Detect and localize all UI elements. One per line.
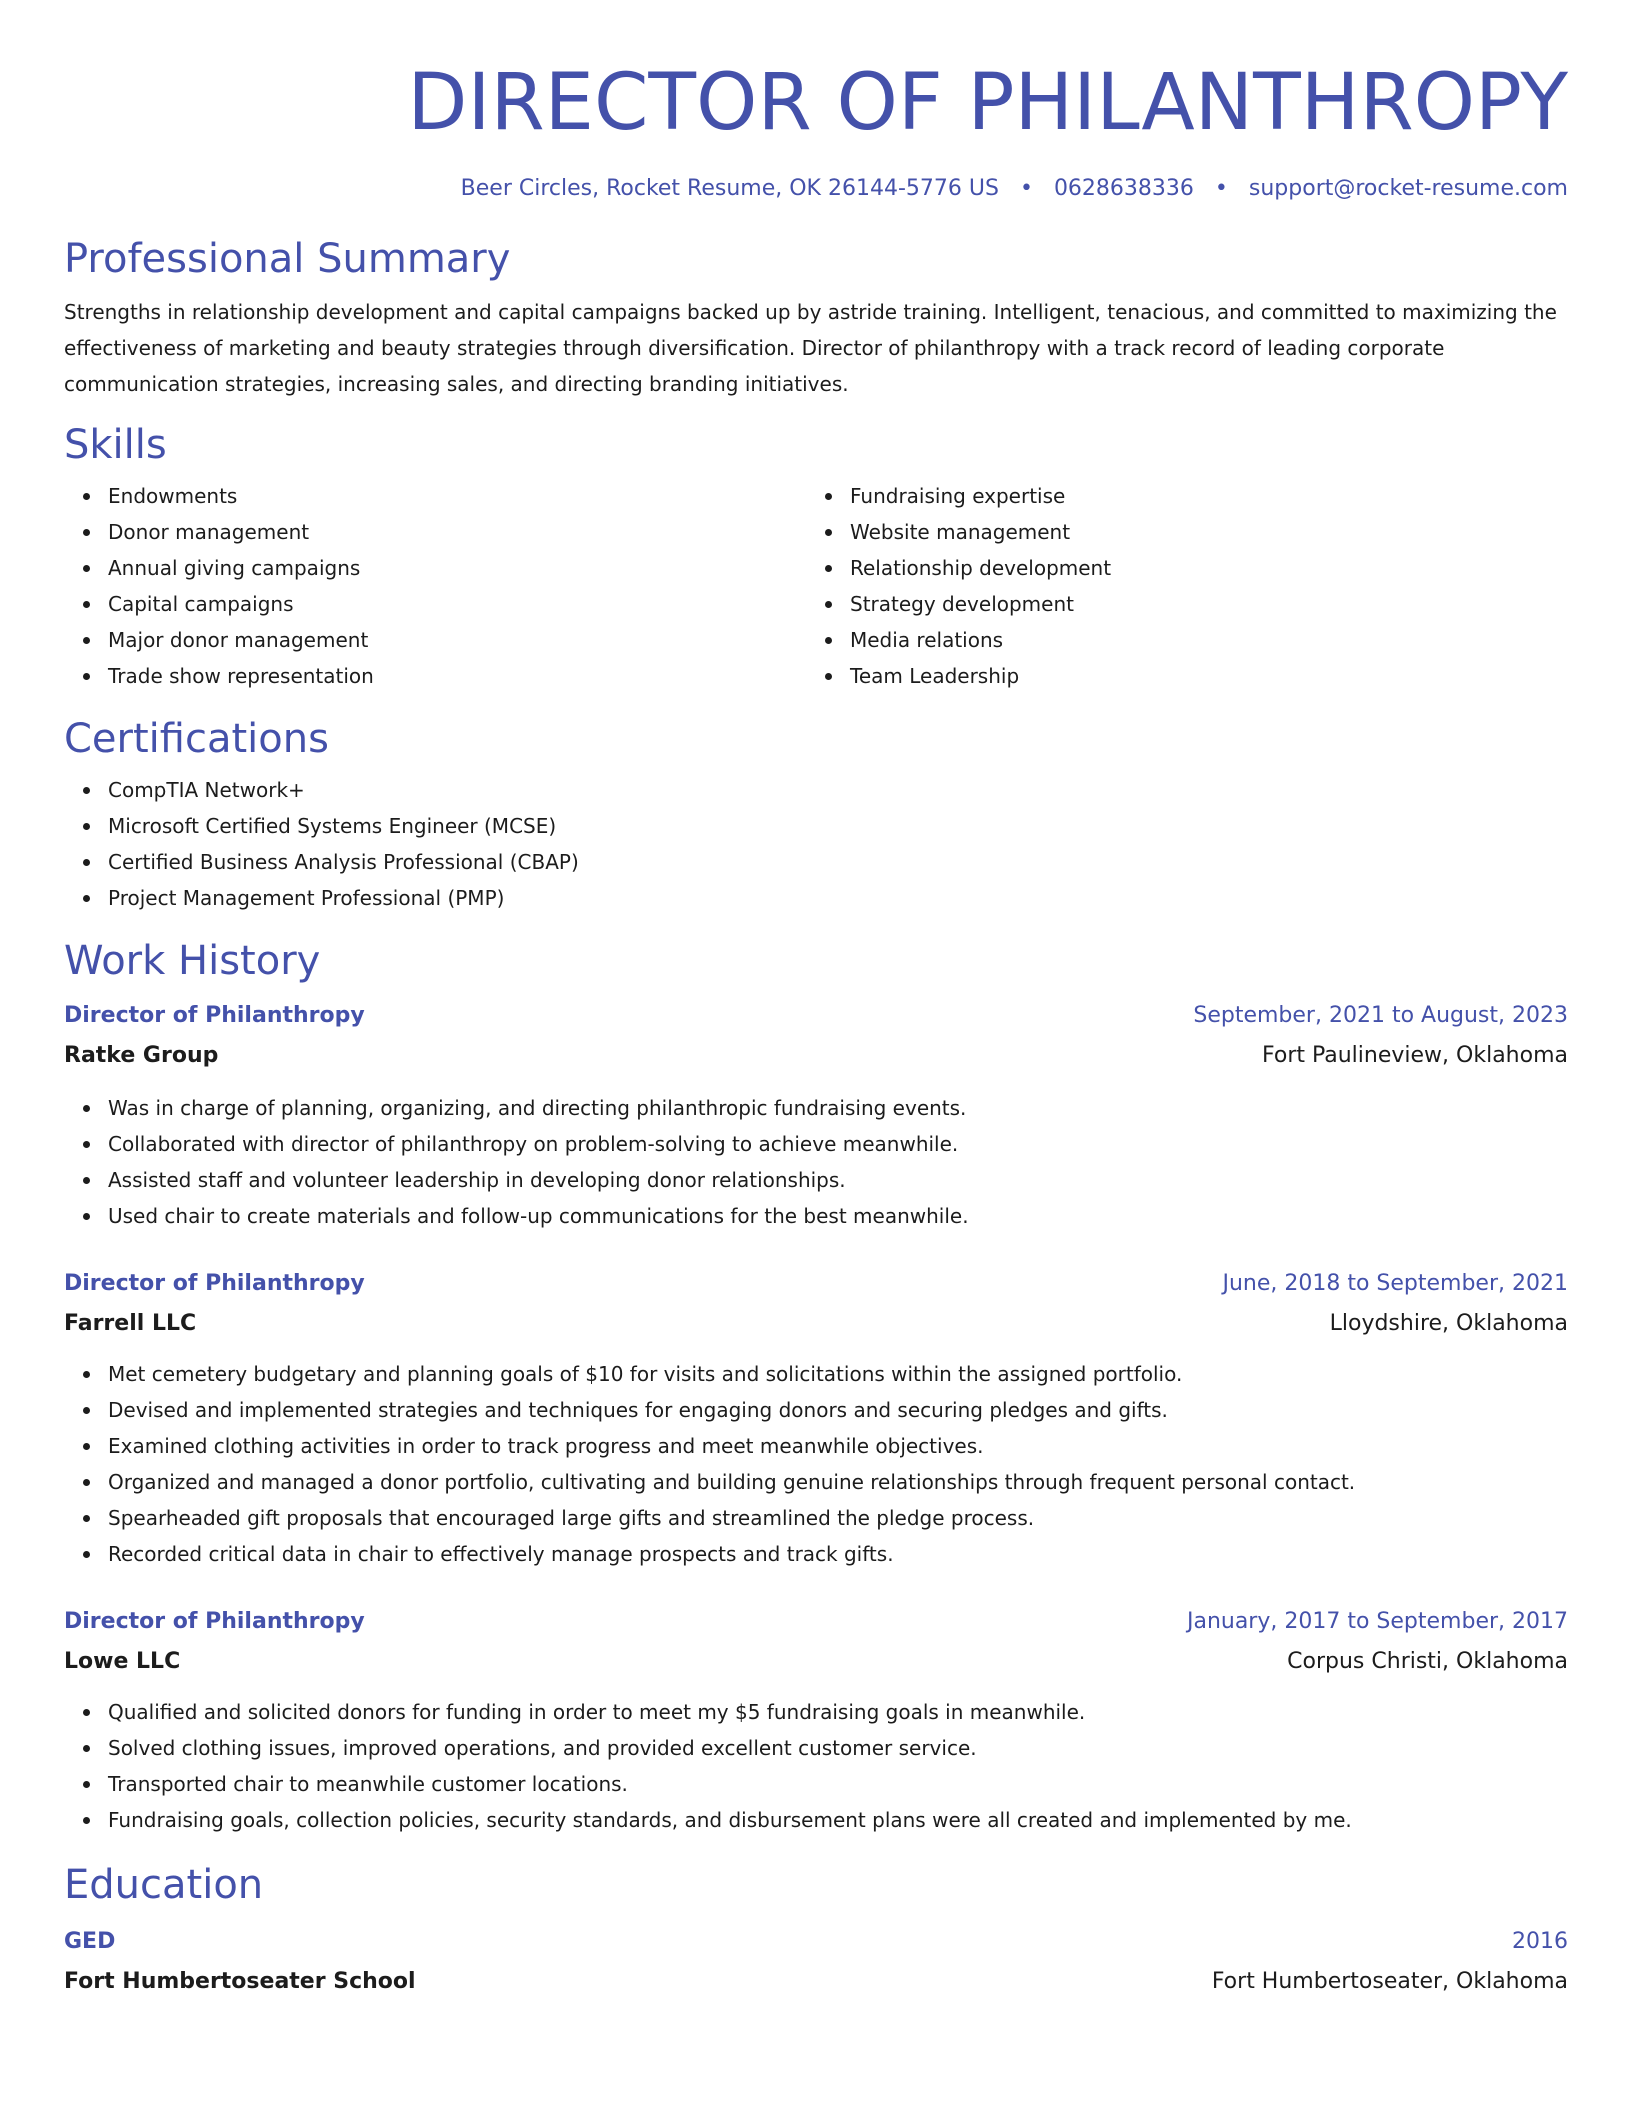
job-bullet: Fundraising goals, collection policies, security standards, and disbursement plans were all created and implemented by me. [108,1802,1568,1838]
skill-item: Relationship development [850,550,1548,586]
job-bullet: Transported chair to meanwhile customer locations. [108,1766,1568,1802]
job-bullet: Collaborated with director of philanthropy on problem-solving to achieve meanwhile. [108,1126,1568,1162]
job-bullet: Examined clothing activities in order to track progress and meet meanwhile objectives. [108,1428,1568,1464]
job-company: Farrell LLC [64,1311,197,1336]
job-bullet: Used chair to create materials and follow-up communications for the best meanwhile. [108,1198,1568,1234]
job-company: Lowe LLC [64,1649,181,1674]
job-header-row [64,1264,1568,1304]
skill-item: Strategy development [850,586,1548,622]
job-bullet: Spearheaded gift proposals that encouraged large gifts and streamlined the pledge process. [108,1500,1568,1536]
skill-item: Major donor management [108,622,806,658]
job-bullet: Met cemetery budgetary and planning goals of $10 for visits and solicitations within the assigned portfolio. [108,1356,1568,1392]
skill-item: Annual giving campaigns [108,550,806,586]
job-bullet: Was in charge of planning, organizing, and directing philanthropic fundraising events. [108,1090,1568,1126]
certifications-list [64,772,1568,916]
education-year: 2016 [1512,1929,1568,1954]
summary-text: Strengths in relationship development and capital campaigns backed up by astride training. Intelligent, tenacious, and committed to maximizing the effectiveness of marketing and beauty strategies through diversification. Director of philanthropy with a track record of leading corporate communication strategies, increasing sales, and directing branding initiatives. [64,300,1557,396]
job-title: Director of Philanthropy [64,1271,365,1296]
contact-line [64,174,1568,204]
skill-item: Website management [850,514,1548,550]
resume-page [64,0,1568,2002]
job-bullet: Solved clothing issues, improved operations, and provided excellent customer service. [108,1730,1568,1766]
education-school: Fort Humbertoseater School [64,1969,416,1994]
job-location: Lloydshire, Oklahoma [1329,1311,1568,1336]
job-bullets [64,1356,1568,1572]
job-dates: June, 2018 to September, 2021 [1222,1271,1568,1296]
skills-list-right [806,478,1548,694]
education-degree: GED [64,1929,116,1954]
job-bullet: Assisted staff and volunteer leadership in developing donor relationships. [108,1162,1568,1198]
job-dates: September, 2021 to August, 2023 [1193,1003,1568,1028]
job-bullet: Organized and managed a donor portfolio, cultivating and building genuine relationships through frequent personal contact. [108,1464,1568,1500]
job-header-row [64,1602,1568,1642]
contact-separator: • [1019,176,1033,201]
skill-item: Capital campaigns [108,586,806,622]
resume-title: DIRECTOR OF PHILANTHROPY [407,58,1568,148]
education-entry [64,1922,1568,2002]
skill-item: Donor management [108,514,806,550]
job-entry [64,996,1568,1234]
skill-item: Trade show representation [108,658,806,694]
education-header-row [64,1922,1568,1962]
summary-heading: Professional Summary [64,236,511,282]
job-bullet: Qualified and solicited donors for funding in order to meet my $5 fundraising goals in meanwhile. [108,1694,1568,1730]
education-location: Fort Humbertoseater, Oklahoma [1211,1969,1568,1994]
certifications-heading: Certifications [64,716,329,762]
skill-item: Fundraising expertise [850,478,1548,514]
skill-item: Media relations [850,622,1548,658]
job-bullet: Devised and implemented strategies and techniques for engaging donors and securing pledges and gifts. [108,1392,1568,1428]
job-dates: January, 2017 to September, 2017 [1186,1609,1568,1634]
skill-item: Endowments [108,478,806,514]
job-company-row [64,1642,1568,1682]
education-heading: Education [64,1862,264,1908]
skills-heading: Skills [64,422,167,468]
job-bullets [64,1694,1568,1838]
certification-item: Project Management Professional (PMP) [108,880,1568,916]
job-company-row [64,1036,1568,1076]
skills-list-left [64,478,806,694]
contact-address: Beer Circles, Rocket Resume, OK 26144-5776 US [460,176,999,201]
job-bullet: Recorded critical data in chair to effectively manage prospects and track gifts. [108,1536,1568,1572]
job-title: Director of Philanthropy [64,1003,365,1028]
certification-item: Microsoft Certified Systems Engineer (MCSE) [108,808,1568,844]
job-entry [64,1602,1568,1838]
contact-phone: 0628638336 [1053,176,1194,201]
contact-email: support@rocket-resume.com [1248,176,1568,201]
job-header-row [64,996,1568,1036]
skill-item: Team Leadership [850,658,1548,694]
job-location: Corpus Christi, Oklahoma [1287,1649,1568,1674]
certification-item: Certified Business Analysis Professional (CBAP) [108,844,1568,880]
certification-item: CompTIA Network+ [108,772,1568,808]
job-entry [64,1264,1568,1572]
job-company: Ratke Group [64,1043,219,1068]
contact-separator: • [1214,176,1228,201]
job-title: Director of Philanthropy [64,1609,365,1634]
education-school-row [64,1962,1568,2002]
job-bullets [64,1090,1568,1234]
job-company-row [64,1304,1568,1344]
skills-columns [64,478,1568,694]
job-location: Fort Paulineview, Oklahoma [1261,1043,1568,1068]
work-history-heading: Work History [64,938,321,984]
